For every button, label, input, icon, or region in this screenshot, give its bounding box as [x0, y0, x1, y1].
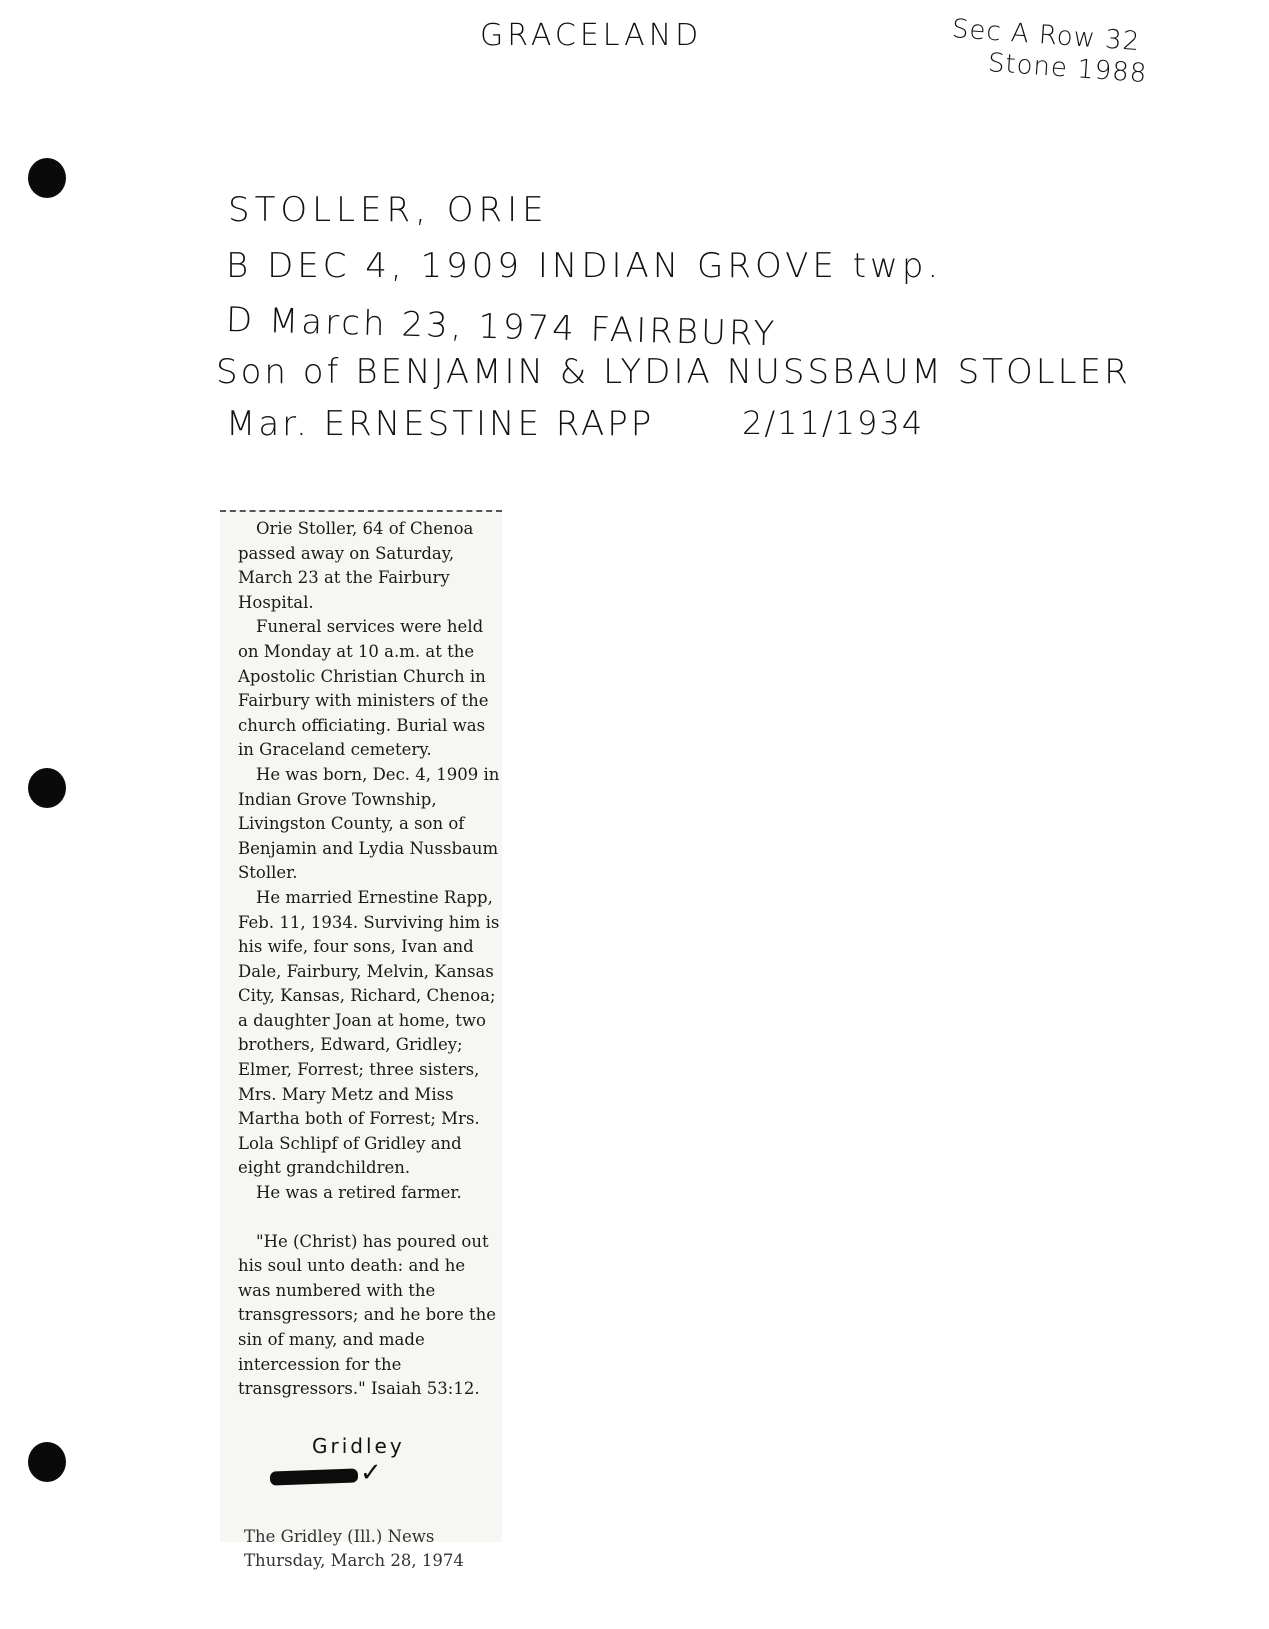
obituary-paragraph: Funeral services were held on Monday at 10 a.m. at the Apostolic Christian Church in Fairbury with ministers of the church officiating. Burial was in Graceland cemetery.	[238, 617, 489, 760]
marriage-note: Mar. ERNESTINE RAPP	[226, 404, 655, 444]
obituary-paragraph: He was a retired farmer.	[256, 1183, 462, 1203]
obituary-clipping	[220, 510, 502, 1570]
parents-note: Son of BENJAMIN & LYDIA NUSSBAUM STOLLER	[216, 352, 1131, 392]
source-publication: The Gridley (Ill.) News	[244, 1527, 435, 1546]
obituary-body	[238, 517, 502, 1402]
binder-hole	[28, 158, 66, 198]
source-date: Thursday, March 28, 1974	[244, 1551, 464, 1570]
check-icon: ✓	[360, 1458, 382, 1488]
marriage-date-note: 2/11/1934	[742, 404, 925, 442]
obituary-paragraph: He married Ernestine Rapp, Feb. 11, 1934. Surviving him is his wife, four sons, Ivan and Dale, Fairbury, Melvin, Kansas City, Kansas, Richard, Chenoa; a daughter Joan at home, two brothers, Edward, Gridley; Elmer, Forrest; three sisters, Mrs. Mary Metz and Miss Martha both of Forrest; Mrs. Lola Schlipf of Gridley and eight grandchildren.	[238, 887, 500, 1178]
handwritten-gridley-note: Gridley	[312, 1434, 405, 1458]
obituary-paragraph: He was born, Dec. 4, 1909 in Indian Grove Township, Livingston County, a son of Benjamin and Lydia Nussbaum Stoller.	[238, 764, 500, 883]
obituary-paragraph: Orie Stoller, 64 of Chenoa passed away on Saturday, March 23 at the Fairbury Hospital.	[238, 519, 474, 612]
obituary-paragraph: "He (Christ) has poured out his soul unto death: and he was numbered with the transgressors; and he bore the sin of many, and made intercession for the transgressors." Isaiah 53:12.	[238, 1231, 497, 1399]
birth-note: B DEC 4, 1909 INDIAN GROVE twp.	[226, 246, 943, 286]
death-note: D March 23, 1974 FAIRBURY	[225, 300, 778, 355]
stone-note: Stone 1988	[986, 48, 1149, 90]
redaction-mark	[270, 1468, 358, 1485]
newspaper-source	[244, 1525, 496, 1573]
binder-hole	[28, 1442, 66, 1482]
cemetery-title: GRACELAND	[480, 18, 703, 53]
section-row-note: Sec A Row 32	[950, 14, 1142, 58]
binder-hole	[28, 768, 66, 808]
deceased-name: STOLLER, ORIE	[228, 190, 549, 230]
